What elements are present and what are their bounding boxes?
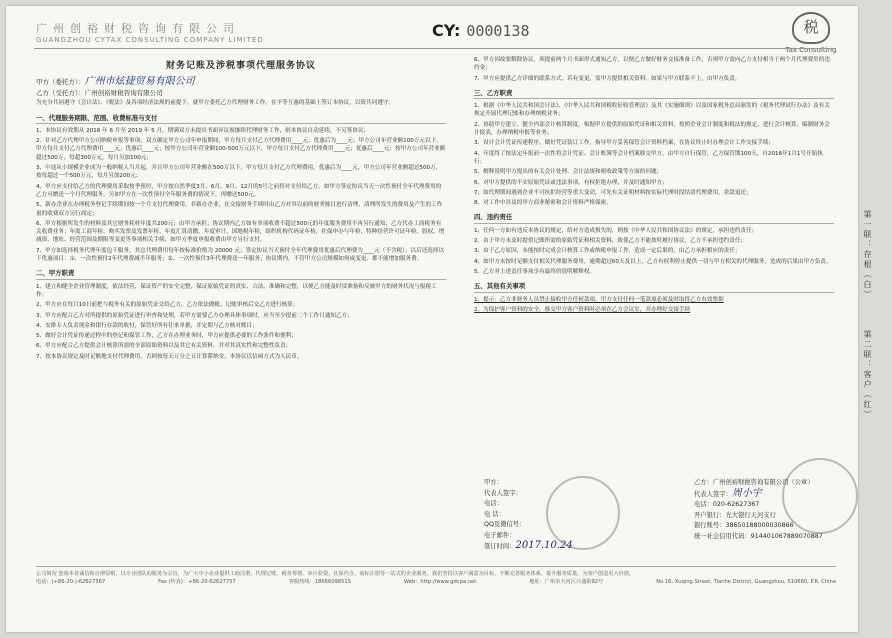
footer-web: Web：http://www.gdcpa.net bbox=[403, 578, 477, 585]
footer-contacts bbox=[36, 579, 836, 587]
left-clause: 1、本协议有效期从 2016 年 6 月至 2019 年 5 月，期满双方未提出书面异议视继续代理财务工作，则本协议自动延续，不另签协议； bbox=[36, 127, 370, 134]
party-b-label: 乙方（受托方）： bbox=[36, 89, 85, 98]
sig-a-email-label: 电子邮件： bbox=[484, 531, 516, 539]
right-clause: 2、为保护客户资料的安全，移交甲方客户资料时必须在乙方会议室，并办理好交接手续 bbox=[474, 306, 691, 313]
sig-b-credit: 统一社会信用代码：914401067889070887 bbox=[694, 532, 823, 540]
party-a-name: 广州市炫捷贸易有限公司 bbox=[84, 76, 195, 88]
company-name-cn: 广州创裕财税咨询有限公司 bbox=[36, 22, 240, 35]
sig-a-rep-label: 代表人签字： bbox=[484, 489, 522, 497]
right-top-clause: 7、甲方应提供乙方详细的联系方式，若有变更，需甲方提供相关资料，如果与甲方联系不上，由甲方负责。 bbox=[474, 75, 741, 82]
right-top-items bbox=[474, 56, 834, 83]
footer-addr-cn: 地址：广州市天河区兴盛街92号 bbox=[529, 578, 604, 585]
logo-mark-icon: 税 bbox=[792, 12, 830, 44]
left-clause: 4、甲方应支付给乙方的代理费用采取按季预付，甲方按自然季度3月、6月、9月、12月的5号之前将对支付给乙方，如甲方签定协议当天一次性预付全年代理费用的乙方可赠送一个月代理服务，另如甲方在一次性预付全年服务费的情况下，再赠送500元。 bbox=[36, 183, 442, 198]
footer-fax: Fax (传真)：+86-20-62627757 bbox=[158, 578, 236, 585]
sig-a-qq-label: QQ及微信号： bbox=[484, 521, 526, 528]
right-clause: 7、如代理期间遇到企业不可抗拒经营等重大变动，可先有关证明材料按实际代理时段结清代理费用，余款退还； bbox=[474, 189, 752, 196]
sig-b-account: 银行账号：38650188000030866 bbox=[694, 522, 794, 529]
right-section-heading: 四、违约责任 bbox=[474, 213, 834, 223]
footer-addr-en: No.16, Xuqing Street, Tianhe District, Guangzhou, 510660, P.R. China bbox=[656, 578, 836, 585]
document-number bbox=[432, 21, 530, 40]
company-seal-a bbox=[546, 476, 620, 550]
intro-paragraph: 为充分共同遵守《会计法》、《税法》及各项经济法规的前提下，就甲方委托乙方代理财务工作，在平等互惠的基础上签订本协议，以资共同遵守。 bbox=[36, 100, 394, 107]
header-divider bbox=[34, 48, 834, 49]
party-a-label: 甲方（委托方）： bbox=[36, 78, 85, 87]
left-clause: 7、按本协议规定及时足额地支付代理费用，否则按每天万分之五计算滞纳金，本协议以信函方式为人民币。 bbox=[36, 353, 303, 360]
right-clause: 1、提示：乙方非财务人员禁止接收甲方任何款项，甲方支付任何一笔款项必须及时取得乙方有效票据 bbox=[474, 296, 724, 303]
left-clause: 3、中途从小规模企业成为一般纳税人当月起，并且甲方公司年营业额在500万以下，甲方每月支付乙方代理费用，优惠后为____元，甲方公司年营业额超过500万，按每超过一个500万元，每月另加200元； bbox=[36, 165, 442, 180]
party-a bbox=[36, 76, 446, 88]
right-clause: 4、如甲方未按时足额支付相关代理服务费用，逾期超过60天及以上，乙方有权利停止提供一切与甲方相关的代理服务，造成的后果由甲方负责。 bbox=[474, 258, 832, 265]
footer bbox=[36, 566, 836, 586]
side-label-customer: 第二联：客户（红） bbox=[863, 330, 872, 420]
footer-mobile: 客服热线：18666098515 bbox=[288, 578, 351, 585]
side-label-stub: 第一联：存根（白） bbox=[863, 210, 872, 300]
document-prefix: CY: bbox=[432, 21, 461, 40]
left-section-heading: 二、甲方职责 bbox=[36, 269, 446, 279]
sig-a-tel-label: 电话： bbox=[484, 500, 503, 507]
sig-a-phone-label: 电 话： bbox=[484, 510, 505, 518]
left-clause: 2、甲方应在每月10日前把与税务有关的原始凭证交给乙方，乙方依法做帐，记帐审核后交乙方进行核算； bbox=[36, 302, 299, 309]
right-clause: 3、由于乙方原因，未能按时完成会计核算工作或纳税申报工作，造成一定后果的，由乙方承担相应的责任； bbox=[474, 248, 741, 255]
left-clause: 6、甲方根据所发生的材料及其它财务耗材年度共200元；由甲方承担；协议期内乙方如有单项收费不超过500元的年度服务费用不再另行通知；乙方代办工商税务有关收费业务；年度工商年检，购买发票及发票年检，年度汇算清缴，年度审计，国地税年检，组织机构代码证年检，社保申办与年检，特种经营许可证年检，股权、增减资、地址、经营范围及期限等变更等事项相关手续，如甲方季度申报收费由甲方另行支付。 bbox=[36, 220, 445, 244]
company-name-en: GUANGZHOU CYTAX CONSULTING COMPANY LIMITED bbox=[36, 36, 264, 44]
right-clause: 6、对甲方提供的不实原始凭证或违法事项，有权拒绝办理，并及时通知甲方； bbox=[474, 179, 668, 186]
right-clause: 1、任何一方如有违反本协议的规定，给对方造成损失的，则按《中华人民共和国协议法》的规定，承担违约责任； bbox=[474, 227, 758, 234]
document-title: 财务记账及涉税事项代理服务协议 bbox=[165, 61, 316, 71]
right-clause: 4、年度终了按法定年报前一次性将会计凭证、会计账簿等会计档案移交甲方，由甲方自行保管，乙方保管期100天，自2016年1月1号开始执行； bbox=[474, 150, 823, 165]
right-clause: 5、解释说明甲方提出的有关会计处理、会计法规和税收政策等方面的问题； bbox=[474, 169, 663, 176]
sig-a-date-value: 2017.10.24 bbox=[515, 540, 573, 551]
party-b-name: 广州创裕财税咨询有限公司 bbox=[84, 89, 163, 98]
right-clause: 2、协助甲方建立、健全内部会计核算制度，根据甲方提供的原始凭证和相关资料，按照企业会计制度和税法的规定，进行会计核算，编制财务会计报表，办理纳税申报等业务； bbox=[474, 121, 830, 137]
company-seal-b bbox=[782, 458, 858, 534]
left-section-heading: 一、代理服务期限、范围、收费标准与支付 bbox=[36, 114, 446, 124]
right-sections bbox=[474, 89, 834, 314]
sig-b-rep-label: 代表人签字： bbox=[694, 490, 732, 498]
right-clause: 8、对工作中涉及的甲方商业秘密和会计资料严格保密。 bbox=[474, 200, 612, 207]
sig-b-rep-value: 周小宇 bbox=[731, 487, 762, 499]
sig-a-label: 甲方： bbox=[484, 479, 503, 486]
sig-b-bank: 开户银行：光大银行天河支行 bbox=[694, 511, 776, 519]
party-b bbox=[36, 88, 446, 99]
left-clause: 5、新办企业在办理税务登记手续期间按一个月支付代理费用，非新办企业，在交接财务手续时由乙方对其以前的财务账目进行清理，清理所发生的费用及产生的工作量的收费双方另行商定； bbox=[36, 202, 443, 217]
footer-notice: 公司简况 创裕本着诚信和自律原则，以专业团队的服务为宗旨，为广大中小企业提供工商注册、代理记账、税务筹划、审计验资、社保代办、商标注册等一站式的企业服务。我们坚持以客户满意为目标，不断完善服务体系，提升服务质量，为客户创造更大价值。 bbox=[36, 571, 635, 577]
right-clause: 3、设计会计凭证传递程序，做好凭证装订工作，指导甲方妥善保管会计资料档案，在协议终止时办理会计工作交接手续； bbox=[474, 140, 775, 147]
right-clause: 2、由于甲方未及时提供记账所需的原始凭证和相关资料，致使乙方不能按时履行协议，乙方不承担违约责任； bbox=[474, 238, 747, 245]
left-clause: 3、甲方应配合乙方对所提供的原始凭证进行审查和处理，若甲方需要乙方办理具体事项时，应当至少提前二个工作日通知乙方； bbox=[36, 312, 353, 319]
left-clause: 7、甲方如选择税务代理年度包干服务，其总代理费用每年按标准价格为 20000 元；签定协议当天预付全年代理费用优惠后代理费为____元（不含税）；以后还选择以下优惠项目：①、一次性预付2年代理费减半年服务；②、一次性预付3年代理费送一年服务；协议期内，不管甲方公司规模如何或变更，都不能增加服务费。 bbox=[36, 247, 445, 263]
right-top-clause: 6、甲方因故要解除协议，须提前两个月书面形式通知乙方，以便乙方做好财务交接准备工作，否则甲方需向乙方支付相当于两个月代理费用的违约金； bbox=[474, 57, 830, 72]
logo-text: Tax Consulting bbox=[785, 46, 837, 54]
right-section-heading: 五、其他有关事项 bbox=[474, 282, 834, 292]
left-clause: 6、甲方应配合乙方提供会计核算所需的全部原始资料以及其它有关资料，并对其真实性和完整性负责； bbox=[36, 343, 292, 350]
right-clause: 1、根据《中华人民共和国会计法》、《中华人民共和国税收征收管理法》及其《实施细则》以及国家税务总局颁发的《税务代理试行办法》及有关规定开展代理记账和办理纳税业务； bbox=[474, 103, 830, 118]
contract-page bbox=[6, 6, 858, 632]
left-clause: 2、针对乙方代理甲方公司纳税申报等事项，双方确定甲方公司年申报期间，甲方每月支付乙方代理费用____元；优惠后为____元；甲方公司年营业额100万元以下，甲方每月支付乙方代理费用____元；优惠后____元；按甲方公司年营业额100-500万元以下，甲方每月支付乙方代理费用____元；优惠后____元；按甲方公司年营业额超过500万，每超300万元，每月另加100元； bbox=[36, 138, 446, 161]
right-column bbox=[474, 56, 834, 316]
left-clause: 4、安排专人负责现金和银行存款的收付，保管好所有往来单据，并定期与乙方核对账目； bbox=[36, 322, 258, 329]
left-column bbox=[36, 56, 446, 363]
sig-b-tel: 电话：020-62627367 bbox=[694, 501, 760, 508]
left-sections bbox=[36, 114, 446, 361]
right-section-heading: 三、乙方职责 bbox=[474, 89, 834, 99]
document-number-value: 0000138 bbox=[466, 22, 530, 40]
footer-tel: 电话：(+86-20-)-62627367 bbox=[36, 578, 106, 585]
left-clause: 5、做好会计凭证传递过程中的登记和保管工作，乙方在办理业务时，甲方应提供必要的工作条件和便利； bbox=[36, 333, 297, 340]
sig-b-label: 乙方：广州创裕财税咨询有限公司（公章） bbox=[694, 479, 814, 486]
left-clause: 1、建立和健全企业管理制度，依法经营，保证资产的安全完整，保证原始凭证的真实、合法、准确和完整，以便乙方能及时赁准备和反映甲方的财务状况与报税工作； bbox=[36, 283, 437, 298]
right-clause: 5、乙方对上述责任事项享有最终的说明解释权。 bbox=[474, 268, 596, 275]
company-logo bbox=[776, 12, 846, 62]
sig-a-date-label: 签订时间： bbox=[484, 543, 516, 550]
